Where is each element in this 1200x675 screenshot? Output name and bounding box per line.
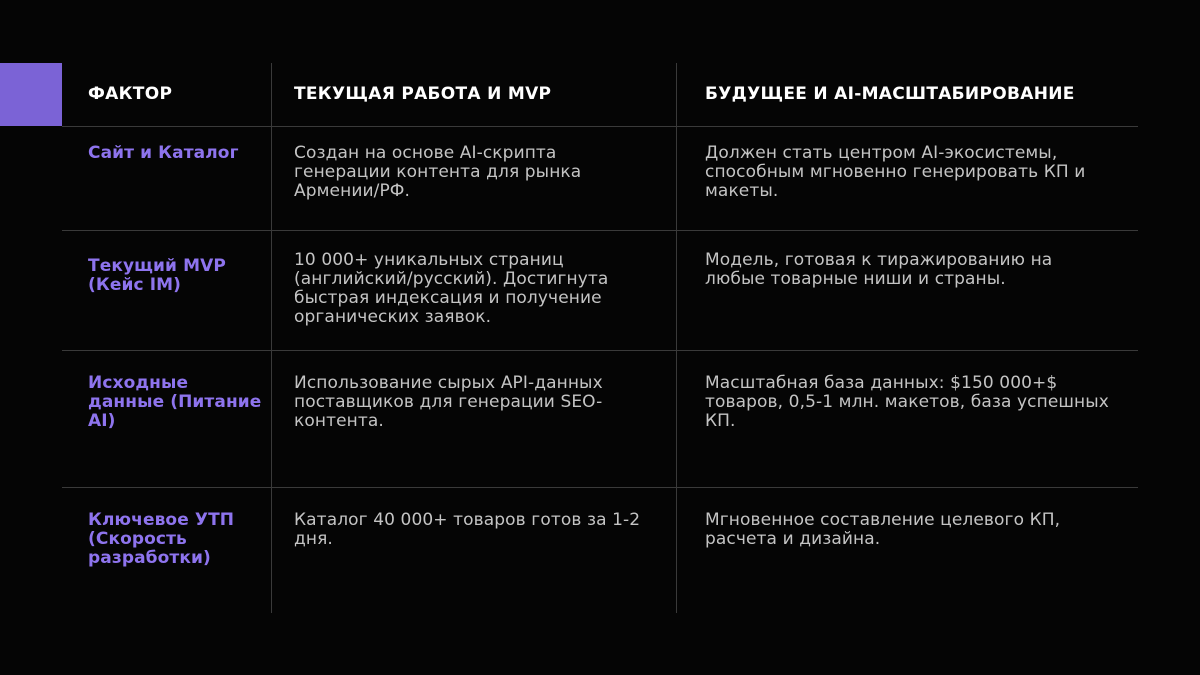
- accent-block: [0, 63, 62, 126]
- row-3-future: Масштабная база данных: $150 000+$ товаров, 0,5-1 млн. макетов, база успешных КП.: [705, 373, 1109, 431]
- row-divider: [62, 126, 1138, 127]
- header-factor: ФАКТОР: [88, 84, 173, 104]
- column-divider: [271, 63, 272, 613]
- row-divider: [62, 487, 1138, 488]
- row-4-future: Мгновенное составление целевого КП, расчета и дизайна.: [705, 510, 1061, 549]
- row-2-future: Модель, готовая к тиражированию на любые товарные ниши и страны.: [705, 250, 1053, 289]
- row-4-factor: Ключевое УТП (Скорость разработки): [88, 510, 235, 568]
- row-3-current: Использование сырых API-данных поставщиков для генерации SEO-контента.: [294, 373, 603, 431]
- row-divider: [62, 350, 1138, 351]
- column-divider: [676, 63, 677, 613]
- row-divider: [62, 230, 1138, 231]
- row-3-factor: Исходные данные (Питание AI): [88, 373, 262, 431]
- header-future: БУДУЩЕЕ И AI-МАСШТАБИРОВАНИЕ: [705, 84, 1075, 104]
- header-current: ТЕКУЩАЯ РАБОТА И MVP: [294, 84, 552, 104]
- row-2-factor: Текущий MVP (Кейс IM): [88, 256, 226, 295]
- row-1-factor: Сайт и Каталог: [88, 143, 239, 163]
- row-1-current: Создан на основе AI-скрипта генерации контента для рынка Армении/РФ.: [294, 143, 582, 201]
- comparison-table: [62, 63, 1138, 613]
- row-2-current: 10 000+ уникальных страниц (английский/русский). Достигнута быстрая индексация и получение органических заявок.: [294, 250, 609, 327]
- row-4-current: Каталог 40 000+ товаров готов за 1-2 дня.: [294, 510, 641, 549]
- row-1-future: Должен стать центром AI-экосистемы, способным мгновенно генерировать КП и макеты.: [705, 143, 1086, 201]
